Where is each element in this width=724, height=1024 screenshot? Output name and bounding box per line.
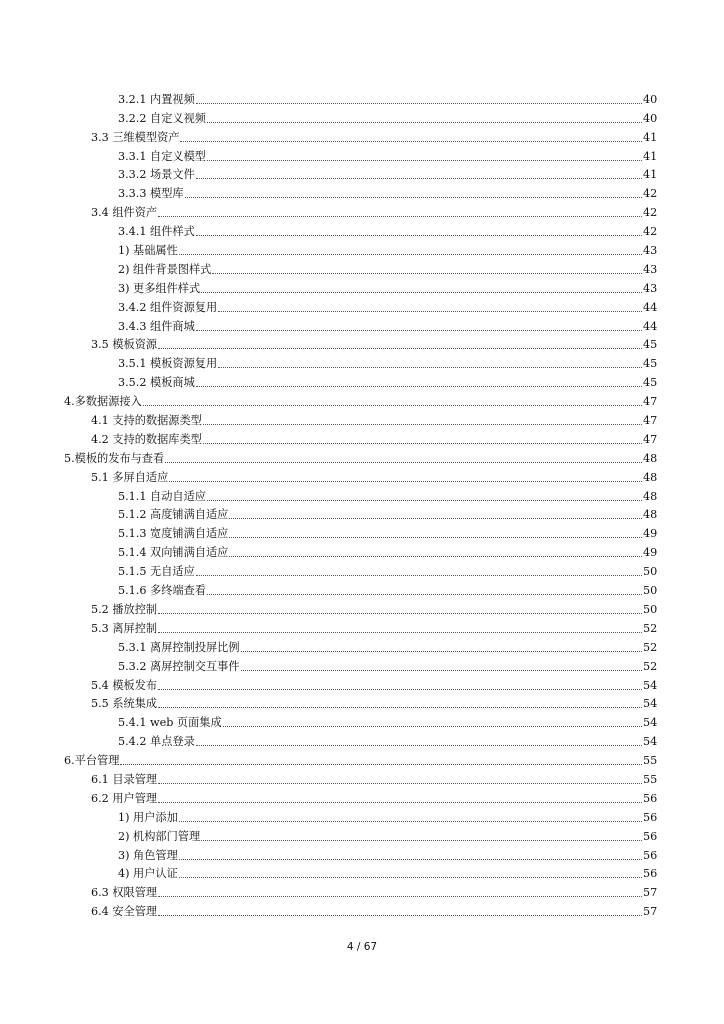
toc-entry-page: 48 [643,508,658,522]
toc-entry-page: 55 [643,754,658,768]
toc-entry-page: 41 [643,130,658,144]
toc-entry[interactable] [0,579,724,598]
toc-entry-page: 43 [643,262,658,276]
toc-entry-label: 5.3 离屏控制 [91,621,158,635]
toc-entry-label: 2) 机构部门管理 [118,829,201,843]
toc-entry[interactable] [0,730,724,749]
toc-entry-label: 3) 角色管理 [118,848,178,862]
toc-entry-page: 43 [643,244,658,258]
toc-dot-leader [218,311,642,312]
toc-entry-page: 56 [643,867,658,881]
toc-entry-label: 5.1.2 高度铺满自适应 [118,508,229,522]
toc-dot-leader [158,632,642,633]
toc-dot-leader [201,292,642,293]
toc-entry[interactable] [0,447,724,466]
toc-entry[interactable] [0,182,724,201]
toc-entry[interactable] [0,617,724,636]
toc-dot-leader [179,821,642,822]
toc-entry-page: 47 [643,414,658,428]
toc-dot-leader [241,651,642,652]
toc-dot-leader [158,348,642,349]
toc-entry[interactable] [0,352,724,371]
toc-entry[interactable] [0,787,724,806]
toc-dot-leader [196,575,642,576]
toc-entry[interactable] [0,485,724,504]
toc-entry-label: 5.模板的发布与查看 [64,451,165,465]
toc-entry[interactable] [0,88,724,107]
toc-entry[interactable] [0,806,724,825]
toc-entry-page: 54 [643,735,658,749]
toc-dot-leader [207,500,642,501]
toc-entry-page: 42 [643,206,658,220]
toc-entry-page: 47 [643,432,658,446]
toc-dot-leader [196,235,642,236]
toc-entry-page: 56 [643,848,658,862]
toc-entry-page: 47 [643,395,658,409]
toc-entry-page: 48 [643,470,658,484]
toc-entry[interactable] [0,541,724,560]
toc-entry-page: 45 [643,376,658,390]
toc-entry-page: 52 [643,640,658,654]
toc-dot-leader [218,367,642,368]
toc-dot-leader [229,518,642,519]
toc-dot-leader [241,670,642,671]
toc-entry-label: 5.1.1 自动自适应 [118,489,206,503]
toc-entry-page: 42 [643,225,658,239]
toc-entry[interactable] [0,428,724,447]
toc-entry-label: 6.3 权限管理 [91,886,158,900]
toc-entry-label: 5.4.2 单点登录 [118,735,195,749]
toc-entry-label: 5.1 多屏自适应 [91,470,169,484]
toc-entry-page: 50 [643,584,658,598]
toc-entry-page: 42 [643,187,658,201]
toc-dot-leader [196,178,642,179]
toc-entry-label: 5.1.3 宽度铺满自适应 [118,527,229,541]
toc-entry[interactable] [0,277,724,296]
toc-entry[interactable] [0,164,724,183]
toc-entry[interactable] [0,504,724,523]
toc-dot-leader [223,726,642,727]
toc-dot-leader [158,802,642,803]
toc-entry-label: 3.2.1 内置视频 [118,92,195,106]
page-number: 4 / 67 [346,941,378,953]
toc-dot-leader [158,783,642,784]
toc-entry[interactable] [0,768,724,787]
toc-entry-label: 5.3.2 离屏控制交互事件 [118,659,240,673]
toc-dot-leader [203,424,642,425]
toc-entry-label: 6.平台管理 [64,754,120,768]
toc-entry-page: 43 [643,281,658,295]
toc-entry-page: 54 [643,716,658,730]
toc-entry[interactable] [0,655,724,674]
toc-dot-leader [158,707,642,708]
toc-entry[interactable] [0,711,724,730]
toc-entry[interactable] [0,560,724,579]
toc-entry-label: 3.4.2 组件资源复用 [118,300,218,314]
toc-entry-label: 3.2.2 自定义视频 [118,111,206,125]
toc-entry-label: 3.3 三维模型资产 [91,130,180,144]
toc-dot-leader [201,840,642,841]
toc-entry-label: 6.1 目录管理 [91,772,158,786]
toc-entry[interactable] [0,863,724,882]
toc-entry[interactable] [0,693,724,712]
toc-entry[interactable] [0,844,724,863]
toc-entry-page: 40 [643,111,658,125]
toc-entry-page: 41 [643,168,658,182]
toc-entry-label: 1) 用户添加 [118,810,178,824]
toc-entry-label: 3.3.2 场景文件 [118,168,195,182]
toc-entry[interactable] [0,315,724,334]
toc-entry-label: 5.1.5 无自适应 [118,565,195,579]
toc-entry-label: 2) 组件背景图样式 [118,262,212,276]
toc-entry-label: 5.4.1 web 页面集成 [118,716,222,730]
toc-dot-leader [179,877,642,878]
toc-entry-label: 6.4 安全管理 [91,905,158,919]
toc-entry-page: 55 [643,772,658,786]
toc-entry[interactable] [0,881,724,900]
toc-entry-page: 54 [643,678,658,692]
toc-entry-label: 3.5.2 模板商城 [118,376,195,390]
toc-dot-leader [180,141,642,142]
toc-entry-label: 4.2 支持的数据库类型 [91,432,202,446]
toc-dot-leader [179,254,642,255]
toc-entry[interactable] [0,390,724,409]
toc-entry-label: 3.4.3 组件商城 [118,319,195,333]
toc-dot-leader [158,915,642,916]
toc-entry-page: 56 [643,829,658,843]
toc-dot-leader [207,160,642,161]
toc-entry-page: 52 [643,659,658,673]
toc-dot-leader [229,556,642,557]
toc-entry-label: 4) 用户认证 [118,867,178,881]
toc-entry-label: 4.多数据源接入 [64,395,142,409]
toc-dot-leader [196,330,642,331]
toc-entry-page: 56 [643,810,658,824]
toc-entry-label: 5.5 系统集成 [91,697,158,711]
toc-dot-leader [207,594,642,595]
toc-entry-label: 6.2 用户管理 [91,791,158,805]
toc-entry[interactable] [0,126,724,145]
toc-entry[interactable] [0,409,724,428]
toc-entry-label: 3.3.3 模型库 [118,187,184,201]
toc-entry-page: 44 [643,319,658,333]
table-of-contents [0,88,724,919]
toc-entry-page: 44 [643,300,658,314]
toc-entry-label: 3.4 组件资产 [91,206,158,220]
toc-dot-leader [143,405,642,406]
toc-entry[interactable] [0,201,724,220]
toc-entry[interactable] [0,258,724,277]
toc-entry-label: 1) 基础属性 [118,244,178,258]
toc-dot-leader [179,859,642,860]
toc-dot-leader [196,745,642,746]
toc-dot-leader [158,896,642,897]
toc-entry-label: 5.2 播放控制 [91,602,158,616]
toc-entry[interactable] [0,371,724,390]
toc-entry[interactable] [0,636,724,655]
toc-entry-label: 5.1.6 多终端查看 [118,584,206,598]
toc-entry-page: 56 [643,791,658,805]
toc-entry-label: 5.1.4 双向铺满自适应 [118,546,229,560]
toc-entry-page: 48 [643,489,658,503]
toc-entry-label: 4.1 支持的数据源类型 [91,414,202,428]
toc-dot-leader [207,122,642,123]
toc-dot-leader [203,443,642,444]
toc-entry-page: 45 [643,357,658,371]
toc-entry[interactable] [0,145,724,164]
toc-entry-label: 3.5.1 模板资源复用 [118,357,218,371]
toc-entry-label: 3.3.1 自定义模型 [118,149,206,163]
toc-entry-page: 48 [643,451,658,465]
toc-entry-page: 57 [643,886,658,900]
toc-entry[interactable] [0,334,724,353]
toc-dot-leader [196,386,642,387]
toc-dot-leader [120,764,642,765]
toc-entry-page: 50 [643,565,658,579]
toc-dot-leader [185,197,642,198]
toc-entry-page: 40 [643,92,658,106]
toc-entry-page: 45 [643,338,658,352]
toc-dot-leader [169,481,642,482]
toc-entry[interactable] [0,107,724,126]
toc-entry-page: 49 [643,546,658,560]
toc-dot-leader [165,462,642,463]
toc-entry-page: 50 [643,602,658,616]
toc-entry-label: 5.3.1 离屏控制投屏比例 [118,640,240,654]
toc-entry-page: 41 [643,149,658,163]
toc-entry[interactable] [0,825,724,844]
toc-entry[interactable] [0,522,724,541]
toc-entry[interactable] [0,296,724,315]
toc-dot-leader [158,689,642,690]
toc-entry[interactable] [0,220,724,239]
toc-entry[interactable] [0,749,724,768]
toc-entry[interactable] [0,239,724,258]
toc-entry-page: 54 [643,697,658,711]
toc-dot-leader [212,273,642,274]
toc-entry-page: 57 [643,905,658,919]
toc-entry-label: 3.5 模板资源 [91,338,158,352]
toc-entry-page: 49 [643,527,658,541]
toc-dot-leader [158,613,642,614]
toc-entry-label: 3) 更多组件样式 [118,281,201,295]
toc-entry-label: 3.4.1 组件样式 [118,225,195,239]
toc-entry[interactable] [0,466,724,485]
toc-entry-page: 52 [643,621,658,635]
toc-entry[interactable] [0,598,724,617]
toc-entry-label: 5.4 模板发布 [91,678,158,692]
toc-entry[interactable] [0,900,724,919]
toc-dot-leader [229,537,642,538]
toc-dot-leader [196,103,642,104]
toc-entry[interactable] [0,674,724,693]
toc-dot-leader [158,216,642,217]
